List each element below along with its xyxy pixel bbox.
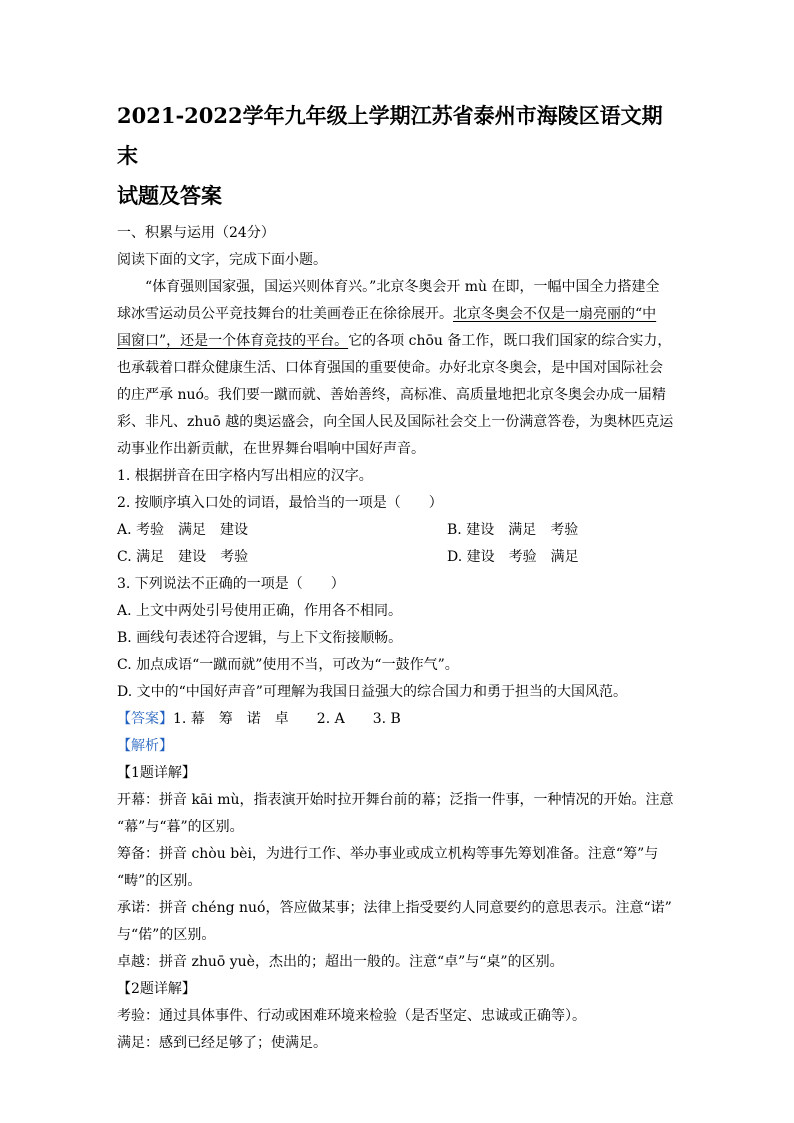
detail-line: 承诺：拼音 chéng nuó，答应做某事；法律上指受要约人同意要约的意思表示。注意“诺” bbox=[117, 900, 672, 916]
question-1: 1. 根据拼音在田字格内写出相应的汉字。 bbox=[117, 468, 373, 484]
underlined-sentence: 国窗口”，还是一个体育竞技的平台。 bbox=[117, 333, 349, 349]
detail-line: 与“偌”的区别。 bbox=[117, 927, 216, 943]
option-a: A. 考验 满足 建设 bbox=[117, 522, 249, 538]
option-d: D. 建设 考验 满足 bbox=[447, 549, 579, 565]
passage-line bbox=[117, 328, 677, 355]
question-2-options-row-1 bbox=[117, 517, 677, 544]
detail-line: “幕”与“暮”的区别。 bbox=[117, 819, 244, 835]
document-title bbox=[117, 96, 677, 216]
answer-tag: 【答案】 bbox=[117, 711, 173, 727]
option-c: C. 加点成语“一蹴而就”使用不当，可改为“一鼓作气”。 bbox=[117, 657, 459, 673]
question-3: 3. 下列说法不正确的一项是（ ） bbox=[117, 576, 345, 592]
question-2-options-row-2 bbox=[117, 544, 677, 571]
detail-line: 考验：通过具体事件、行动或困难环境来检验（是否坚定、忠诚或正确等）。 bbox=[117, 1008, 586, 1024]
passage-text: 它的各项 chōu 备工作，既口我们国家的综合实力， bbox=[348, 333, 672, 349]
option-a: A. 上文中两处引号使用正确，作用各不相同。 bbox=[117, 603, 403, 619]
detail-line: 开幕：拼音 kāi mù，指表演开始时拉开舞台前的幕；泛指一件事，一种情况的开始。注意 bbox=[117, 792, 674, 808]
passage-line: 的庄严承 nuó。我们要一蹴而就、善始善终，高标准、高质量地把北京冬奥会办成一届精 bbox=[117, 387, 666, 403]
detail-2-heading: 【2题详解】 bbox=[117, 981, 196, 997]
detail-line: 筹备：拼音 chòu bèi，为进行工作、举办事业或成立机构等事先筹划准备。注意“筹”与 bbox=[117, 846, 659, 862]
answer-line bbox=[117, 706, 677, 733]
answer-text: 1. 幕 筹 诺 卓 2. A 3. B bbox=[173, 711, 401, 727]
option-b: B. 建设 满足 考验 bbox=[447, 522, 579, 538]
passage-text: 球冰雪运动员公平竞技舞台的壮美画卷正在徐徐展开。 bbox=[117, 306, 453, 322]
detail-1-heading: 【1题详解】 bbox=[117, 765, 196, 781]
passage-line: “体育强则国家强，国运兴则体育兴。”北京冬奥会开 mù 在即，一幅中国全力搭建全 bbox=[145, 279, 660, 295]
title-line-1: 2021-2022学年九年级上学期江苏省泰州市海陵区语文期末 bbox=[117, 103, 663, 168]
option-d: D. 文中的“中国好声音”可理解为我国日益强大的综合国力和勇于担当的大国风范。 bbox=[117, 684, 627, 700]
passage-line: 动事业作出新贡献，在世界舞台唱响中国好声音。 bbox=[117, 441, 425, 457]
analysis-tag: 【解析】 bbox=[117, 738, 173, 754]
instruction: 阅读下面的文字，完成下面小题。 bbox=[117, 252, 327, 268]
passage-line: 彩、非凡、zhuō 越的奥运盛会，向全国人民及国际社会交上一份满意答卷，为奥林匹克运 bbox=[117, 414, 674, 430]
detail-line: 满足：感到已经足够了；使满足。 bbox=[117, 1035, 327, 1051]
passage-line: 也承载着口群众健康生活、口体育强国的重要使命。办好北京冬奥会，是中国对国际社会 bbox=[117, 360, 663, 376]
detail-line: 卓越：拼音 zhuō yuè，杰出的；超出一般的。注意“卓”与“桌”的区别。 bbox=[117, 954, 564, 970]
option-b: B. 画线句表述符合逻辑，与上下文衔接顺畅。 bbox=[117, 630, 403, 646]
option-c: C. 满足 建设 考验 bbox=[117, 549, 249, 565]
passage-line bbox=[117, 301, 677, 328]
underlined-sentence: 北京冬奥会不仅是一扇亮丽的“中 bbox=[453, 306, 657, 322]
question-2: 2. 按顺序填入口处的词语，最恰当的一项是（ ） bbox=[117, 495, 443, 511]
passage bbox=[117, 274, 677, 463]
section-heading: 一、积累与运用（24分） bbox=[117, 225, 275, 241]
title-line-2: 试题及答案 bbox=[117, 183, 222, 208]
detail-line: “畴”的区别。 bbox=[117, 873, 202, 889]
document-page bbox=[117, 96, 677, 1057]
